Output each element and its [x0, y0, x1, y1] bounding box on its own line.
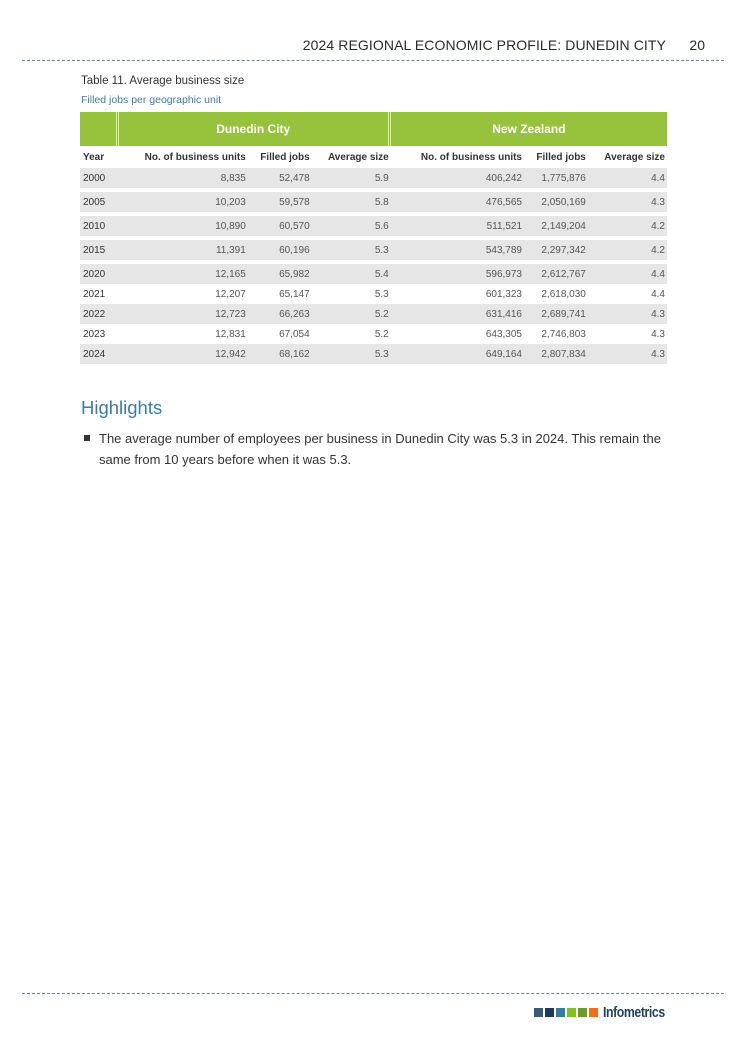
cell-dc-units: 11,391 [119, 236, 248, 260]
cell-dc-avg: 5.9 [312, 168, 391, 188]
cell-nz-units: 601,323 [485, 288, 522, 300]
infometrics-logo [534, 1004, 678, 1021]
col-dc-avg: Average size [327, 151, 389, 163]
cell-nz-jobs: 2,689,741 [524, 304, 588, 324]
cell-nz-jobs: 2,297,342 [524, 236, 588, 260]
cell-dc-jobs: 60,196 [248, 236, 312, 260]
cell-year: 2024 [80, 344, 119, 364]
cell-nz-jobs: 2,050,169 [524, 188, 588, 212]
col-nz-avg: Average size [604, 151, 665, 163]
cell-dc-jobs: 52,478 [248, 168, 312, 188]
table-row [80, 304, 667, 324]
cell-dc-avg: 5.6 [312, 212, 391, 236]
logo-square-icon [578, 1008, 587, 1017]
table-row [80, 260, 667, 284]
cell-dc-jobs: 65,982 [248, 260, 312, 284]
table-row [80, 344, 667, 364]
cell-nz-jobs: 2,149,204 [524, 212, 588, 236]
col-dc-units: No. of business units [144, 151, 246, 163]
cell-nz-avg: 4.3 [588, 304, 667, 324]
cell-nz-avg: 4.3 [651, 328, 665, 340]
logo-square-icon [567, 1008, 576, 1017]
cell-nz-units: 543,789 [391, 236, 524, 260]
cell-dc-jobs: 60,570 [248, 212, 312, 236]
cell-dc-jobs: 65,147 [279, 288, 310, 300]
table-row [80, 284, 667, 304]
cell-dc-units: 8,835 [119, 168, 248, 188]
cell-year: 2010 [80, 212, 119, 236]
logo-square-icon [556, 1008, 565, 1017]
table-row [80, 324, 667, 344]
col-nz-jobs: Filled jobs [536, 151, 586, 163]
col-dc-jobs: Filled jobs [260, 151, 310, 163]
cell-dc-avg: 5.8 [312, 188, 391, 212]
cell-nz-units: 406,242 [391, 168, 524, 188]
table-body [80, 168, 667, 364]
cell-nz-units: 596,973 [391, 260, 524, 284]
cell-dc-avg: 5.3 [312, 344, 391, 364]
logo-square-icon [545, 1008, 554, 1017]
header-divider [22, 60, 724, 61]
cell-dc-units: 12,207 [215, 288, 246, 300]
cell-nz-avg: 4.3 [588, 188, 667, 212]
cell-nz-avg: 4.4 [651, 288, 665, 300]
cell-nz-units: 631,416 [391, 304, 524, 324]
cell-dc-units: 10,890 [119, 212, 248, 236]
cell-nz-units: 476,565 [391, 188, 524, 212]
logo-text: Infometrics [603, 1004, 665, 1021]
cell-dc-avg: 5.2 [312, 304, 391, 324]
cell-nz-jobs: 1,775,876 [524, 168, 588, 188]
cell-year: 2021 [83, 288, 106, 300]
cell-nz-units: 649,164 [391, 344, 524, 364]
highlight-bullet [84, 428, 674, 470]
cell-dc-avg: 5.2 [374, 328, 389, 340]
cell-nz-avg: 4.3 [588, 344, 667, 364]
cell-dc-avg: 5.4 [312, 260, 391, 284]
table-row [80, 212, 667, 236]
table-row [80, 168, 667, 188]
table-row [80, 188, 667, 212]
cell-nz-jobs: 2,746,803 [541, 328, 586, 340]
page-header-title: 2024 REGIONAL ECONOMIC PROFILE: DUNEDIN CITY [302, 37, 666, 53]
cell-year: 2015 [80, 236, 119, 260]
highlights-heading: Highlights [81, 397, 163, 418]
cell-dc-jobs: 68,162 [248, 344, 312, 364]
cell-dc-units: 12,165 [119, 260, 248, 284]
cell-year: 2020 [80, 260, 119, 284]
cell-year: 2022 [80, 304, 119, 324]
cell-nz-jobs: 2,618,030 [541, 288, 586, 300]
cell-year: 2000 [80, 168, 119, 188]
cell-dc-units: 12,723 [119, 304, 248, 324]
cell-nz-jobs: 2,807,834 [524, 344, 588, 364]
group-header-dunedin: Dunedin City [119, 112, 391, 146]
business-size-table [80, 112, 667, 364]
group-header-blank [80, 112, 119, 146]
cell-year: 2005 [80, 188, 119, 212]
cell-nz-jobs: 2,612,767 [524, 260, 588, 284]
table-row [80, 236, 667, 260]
page-number: 20 [689, 37, 705, 53]
cell-dc-avg: 5.3 [312, 236, 391, 260]
cell-nz-avg: 4.4 [588, 168, 667, 188]
cell-nz-units: 511,521 [391, 212, 524, 236]
highlight-text: The average number of employees per business in Dunedin City was 5.3 in 2024. This remain the same from 10 years before when it was 5.3. [99, 431, 661, 467]
group-header-nz: New Zealand [391, 112, 667, 146]
cell-nz-avg: 4.4 [588, 260, 667, 284]
column-header-row [80, 146, 667, 168]
cell-dc-jobs: 59,578 [248, 188, 312, 212]
cell-dc-units: 12,831 [215, 328, 246, 340]
footer-divider [22, 993, 724, 994]
group-header-row [80, 112, 667, 146]
cell-year: 2023 [83, 328, 106, 340]
logo-squares [534, 1008, 600, 1017]
cell-dc-avg: 5.3 [374, 288, 389, 300]
logo-square-icon [534, 1008, 543, 1017]
col-year: Year [83, 151, 105, 163]
table-caption: Table 11. Average business size [81, 75, 245, 87]
cell-nz-avg: 4.2 [588, 212, 667, 236]
col-nz-units: No. of business units [420, 151, 522, 163]
bullet-square-icon [84, 435, 90, 441]
table-subcaption: Filled jobs per geographic unit [81, 94, 222, 106]
cell-dc-jobs: 67,054 [279, 328, 310, 340]
cell-dc-units: 12,942 [119, 344, 248, 364]
logo-square-icon [589, 1008, 598, 1017]
cell-dc-jobs: 66,263 [248, 304, 312, 324]
cell-dc-units: 10,203 [119, 188, 248, 212]
cell-nz-units: 643,305 [485, 328, 522, 340]
cell-nz-avg: 4.2 [588, 236, 667, 260]
